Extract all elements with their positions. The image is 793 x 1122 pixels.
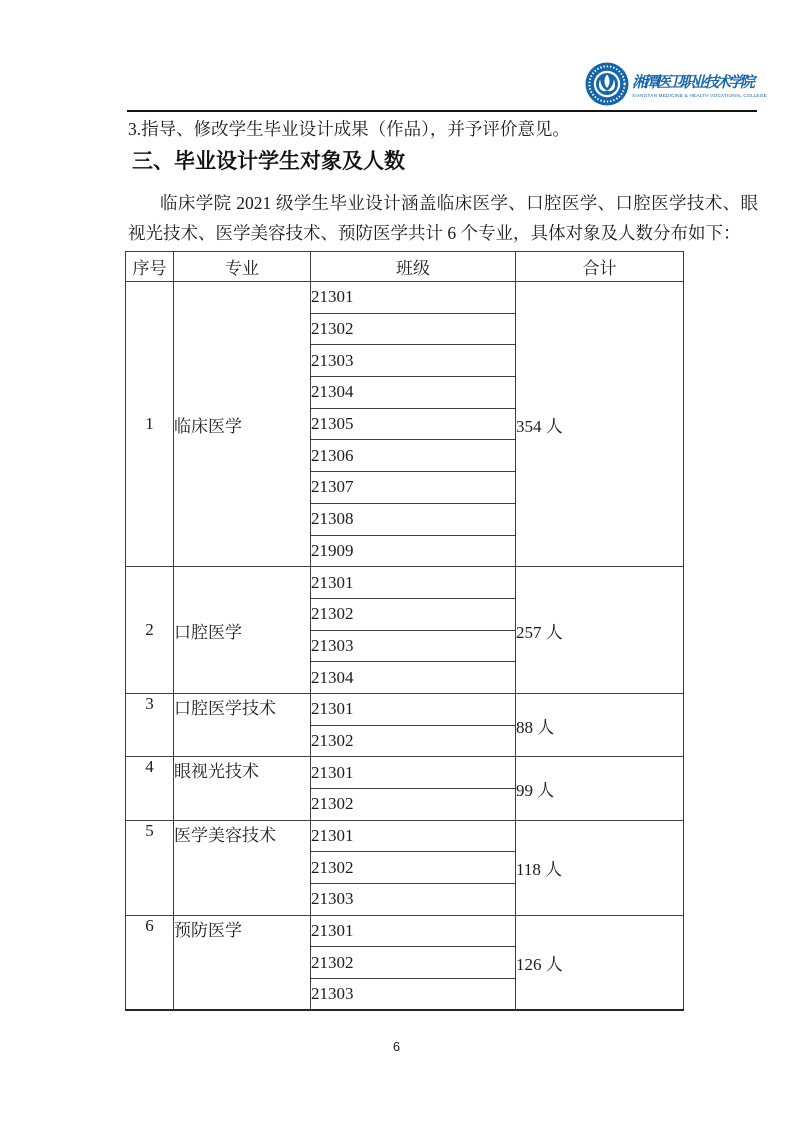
major-cell: 眼视光技术 [174, 757, 311, 820]
table-row [126, 282, 684, 314]
major-cell: 口腔医学 [174, 567, 311, 694]
total-cell: 126 人 [516, 915, 684, 1010]
college-name-cn: 湘潭医卫职业技术学院 [632, 75, 753, 91]
seq-cell: 6 [126, 915, 174, 1010]
class-cell: 21303 [311, 345, 516, 377]
major-cell: 医学美容技术 [174, 820, 311, 915]
class-cell: 21301 [311, 757, 516, 789]
class-cell: 21302 [311, 598, 516, 630]
college-name-en: XIANGTAN MEDICINE & HEALTH VOCATIONAL COLLEGE [632, 93, 767, 98]
major-cell: 口腔医学技术 [174, 693, 311, 756]
class-cell: 21308 [311, 503, 516, 535]
major-cell: 预防医学 [174, 915, 311, 1010]
table-row [126, 567, 684, 599]
total-cell: 99 人 [516, 757, 684, 820]
header-rule [127, 110, 757, 112]
class-cell: 21303 [311, 630, 516, 662]
column-header: 序号 [126, 252, 174, 282]
seq-cell: 1 [126, 282, 174, 567]
total-cell: 118 人 [516, 820, 684, 915]
total-cell: 88 人 [516, 693, 684, 756]
table-row [126, 693, 684, 725]
class-cell: 21307 [311, 472, 516, 504]
page-number: 6 [392, 1039, 401, 1054]
class-cell: 21303 [311, 884, 516, 916]
intro-paragraph: 临床学院 2021 级学生毕业设计涵盖临床医学、口腔医学、口腔医学技术、眼视光技术、医学美容技术、预防医学共计 6 个专业，具体对象及人数分布如下： [128, 193, 758, 243]
column-header: 合计 [516, 252, 684, 282]
column-header: 专业 [174, 252, 311, 282]
students-table [125, 251, 684, 1011]
class-cell: 21301 [311, 693, 516, 725]
seq-cell: 3 [126, 693, 174, 756]
class-cell: 21302 [311, 725, 516, 757]
class-cell: 21302 [311, 947, 516, 979]
major-cell: 临床医学 [174, 282, 311, 567]
total-cell: 257 人 [516, 567, 684, 694]
total-cell: 354 人 [516, 282, 684, 567]
table-header-row [126, 252, 684, 282]
class-cell: 21302 [311, 313, 516, 345]
class-cell: 21306 [311, 440, 516, 472]
class-cell: 21304 [311, 662, 516, 694]
section-heading: 三、毕业设计学生对象及人数 [132, 150, 405, 173]
class-cell: 21304 [311, 377, 516, 409]
college-emblem-icon [585, 62, 629, 106]
class-cell: 21301 [311, 820, 516, 852]
class-cell: 21303 [311, 979, 516, 1011]
table-row [126, 820, 684, 852]
column-header: 班级 [311, 252, 516, 282]
page-footer [0, 1038, 793, 1056]
class-cell: 21909 [311, 535, 516, 567]
class-cell: 21301 [311, 567, 516, 599]
class-cell: 21301 [311, 282, 516, 314]
class-cell: 21305 [311, 408, 516, 440]
students-table-wrap [125, 251, 684, 1011]
table-row [126, 757, 684, 789]
class-cell: 21301 [311, 915, 516, 947]
college-logo-text [632, 74, 772, 99]
seq-cell: 4 [126, 757, 174, 820]
table-row [126, 915, 684, 947]
list-item-3: 3.指导、修改学生毕业设计成果（作品），并予评价意见。 [128, 119, 570, 139]
seq-cell: 2 [126, 567, 174, 694]
college-logo [585, 62, 767, 106]
class-cell: 21302 [311, 789, 516, 821]
seq-cell: 5 [126, 820, 174, 915]
class-cell: 21302 [311, 852, 516, 884]
